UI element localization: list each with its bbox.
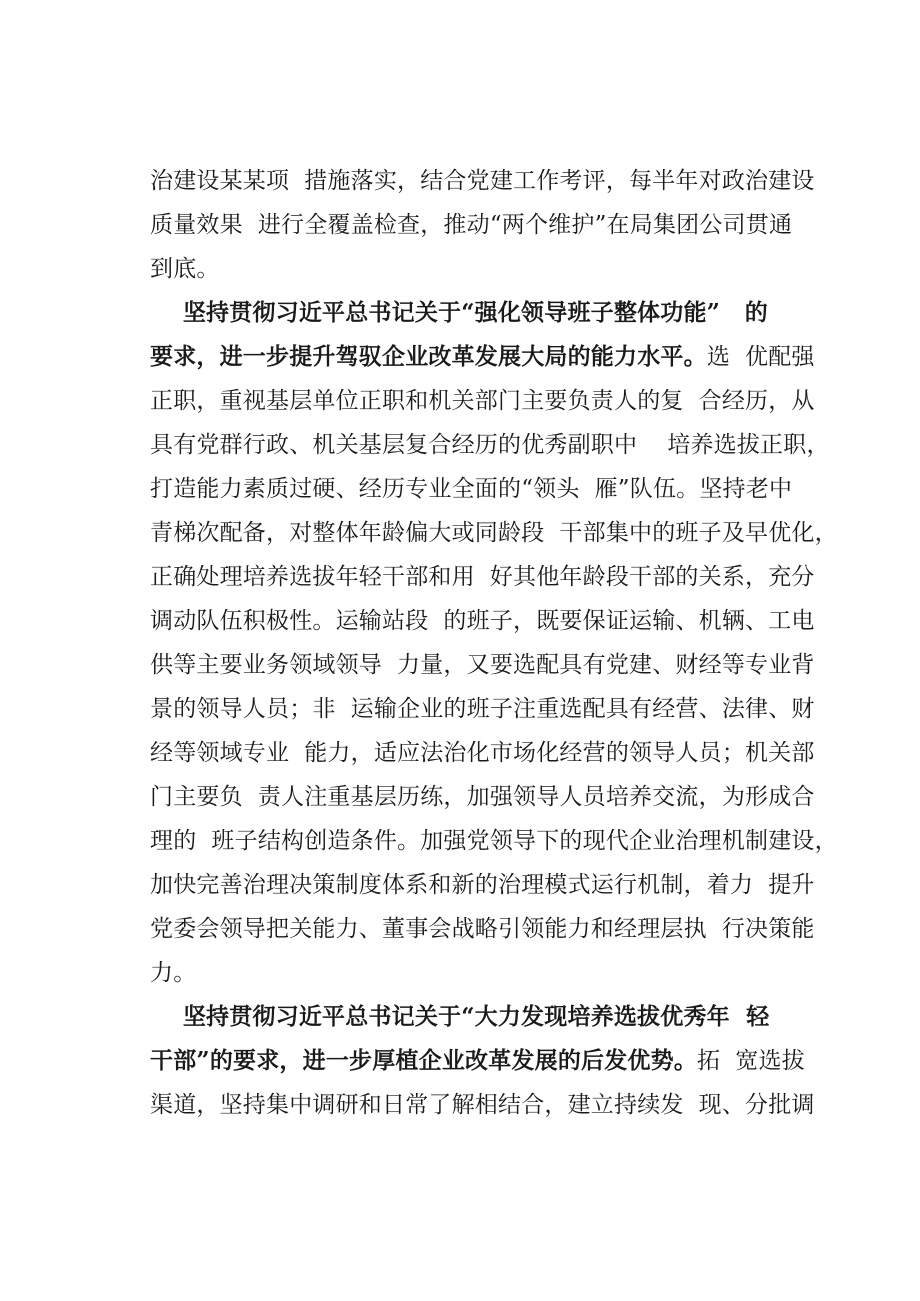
text-segment: 力。 xyxy=(150,960,197,986)
text-line xyxy=(150,694,815,724)
text-line xyxy=(150,650,815,680)
text-segment: 拓 宽选拔 xyxy=(697,1048,805,1074)
text-line xyxy=(150,210,800,240)
text-segment: 具有党群行政、机关基层复合经历的优秀副职中 培养选拔正职， xyxy=(150,432,830,458)
text-segment: 打造能力素质过硬、经历专业全面的“领头 雁”队伍。坚持老中 xyxy=(150,476,793,502)
text-line xyxy=(150,166,815,196)
text-segment: 调动队伍积极性。运输站段 的班子，既要保证运输、机辆、工电 xyxy=(150,608,815,634)
bold-text-segment: 坚持贯彻习近平总书记关于“强化领导班子整体功能” 的 xyxy=(150,299,768,326)
text-line xyxy=(150,1002,800,1032)
text-line xyxy=(150,342,815,372)
text-segment: 党委会领导把关能力、董事会战略引领能力和经理层执 行决策能 xyxy=(150,916,815,942)
text-segment: 到底。 xyxy=(150,256,220,282)
text-line xyxy=(150,254,800,284)
text-line xyxy=(150,386,815,416)
text-line xyxy=(150,870,815,900)
text-line xyxy=(150,298,800,328)
bold-text-segment: 坚持贯彻习近平总书记关于“大力发现培养选拔优秀年 轻 xyxy=(150,1003,770,1030)
text-line xyxy=(150,518,838,548)
text-segment: 渠道，坚持集中调研和日常了解相结合，建立持续发 现、分批调 xyxy=(150,1092,815,1118)
text-segment: 质量效果 进行全覆盖检查，推动“两个维护”在局集团公司贯通 xyxy=(150,212,793,238)
bold-text-segment: 要求，进一步提升驾驭企业改革发展大局的能力水平。 xyxy=(150,343,707,370)
text-segment: 加快完善治理决策制度体系和新的治理模式运行机制，着力 提升 xyxy=(150,872,815,898)
text-line xyxy=(150,474,800,504)
text-segment: 选 优配强 xyxy=(706,344,815,370)
text-segment: 治建设某某项 措施落实，结合党建工作考评，每半年对政治建设 xyxy=(150,168,815,194)
text-line xyxy=(150,1046,805,1076)
text-segment: 经等领域专业 能力，适应法治化市场化经营的领导人员；机关部 xyxy=(150,740,815,766)
text-line xyxy=(150,826,838,856)
text-segment: 青梯次配备，对整体年龄偏大或同龄段 干部集中的班子及早优化， xyxy=(150,520,838,546)
text-line xyxy=(150,782,815,812)
text-line xyxy=(150,1090,815,1120)
text-segment: 正职，重视基层单位正职和机关部门主要负责人的复 合经历，从 xyxy=(150,388,815,414)
text-line xyxy=(150,430,830,460)
text-segment: 门主要负 责人注重基层历练，加强领导人员培养交流，为形成合 xyxy=(150,784,815,810)
text-line xyxy=(150,562,815,592)
text-segment: 理的 班子结构创造条件。加强党领导下的现代企业治理机制建设， xyxy=(150,828,838,854)
text-line xyxy=(150,738,815,768)
text-segment: 景的领导人员；非 运输企业的班子注重选配具有经营、法律、财 xyxy=(150,696,815,722)
text-line xyxy=(150,958,800,988)
text-line xyxy=(150,914,815,944)
bold-text-segment: 干部”的要求，进一步厚植企业改革发展的后发优势。 xyxy=(150,1047,698,1074)
text-segment: 正确处理培养选拔年轻干部和用 好其他年龄段干部的关系，充分 xyxy=(150,564,815,590)
text-segment: 供等主要业务领域领导 力量，又要选配具有党建、财经等专业背 xyxy=(150,652,815,678)
text-line xyxy=(150,606,815,636)
